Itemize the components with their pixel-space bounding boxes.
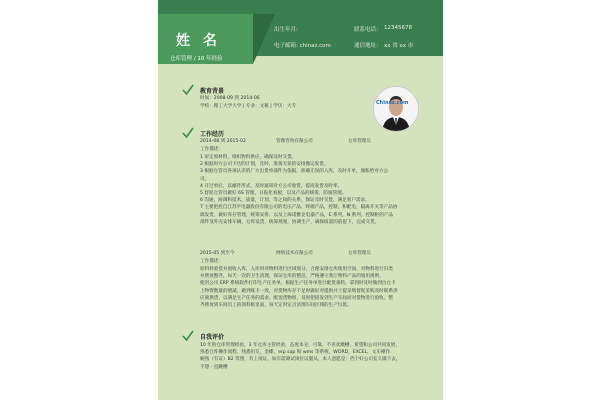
job2-line: 并摆放整齐，每天一次的卫生清理，保证仓库的整洁，严格遵守我厅物料产品的领用规则。 (200, 274, 384, 280)
education-time: 时间：2008-09 到 2014-06 (200, 96, 260, 101)
job2-desc-label: 工作描述： (200, 259, 223, 264)
job2-company: 网络技术有限公司 (276, 251, 313, 256)
self-eval-line: 不想一直跳槽 (200, 364, 228, 370)
education-school: 学校：理工大学大学 | 专业：文秘 | 学历：大专 (200, 104, 297, 109)
resume-page (158, 0, 443, 400)
ribbon-fold (253, 14, 275, 64)
phone-value: 12345678 (384, 25, 412, 31)
job2-description (200, 266, 418, 309)
job1-period: 2014-08 到 2015-02 (200, 139, 246, 144)
education-title: 教育背景 (200, 88, 225, 95)
job1-line: 调发货，做好库存管理，统筹安排，以及上海诺雅克电器产品，E 系列，N 系列，控制柜的产品 (200, 212, 394, 218)
job2-role: 仓库管理员 (348, 251, 371, 256)
email-label: 电子邮箱: chinaz.com (274, 43, 331, 49)
job1-line: 5 督促仓管员做好 6S 管理，日报化看板，以及产品的统筹，防腐管理。 (200, 191, 347, 197)
phone-label: 联系电话： (354, 27, 382, 33)
self-eval-line: 10 年的仓库管理经验，3 年仓库主管经验，态度本分，可靠，不喜欢跳槽，希望和公司共同发展， (200, 343, 401, 348)
job1-description (200, 154, 418, 226)
job1-line: 2 根据时方公司下达的计划，及时、准备无误的安排搬运发货。 (200, 162, 329, 168)
job1-line: 3 根据仓管员各项认识的厂方出货单部件为依据，准确无误的入库，及时开单，做账给对方公 (200, 169, 389, 175)
job2-line: 使用公司 ERP 系统软件打印生产任务单，根据生产任务单进行配货备料，拿到时及时做到出仓卡 (200, 281, 396, 287)
self-eval-line: 娴熟（有证）B2 驾照，有上岗证，如有需调试岗位以服从，本人意愿是：挡个好公司长久做下去， (200, 357, 401, 363)
self-eval-line: 熟悉仓库操作流程，熟悉用友，金蝶，erp sap 和 wms 等系统，WORD，EXCEL，文车操作 (200, 350, 391, 356)
job2-line: 上物资数量的增减，做到账卡一致，对货物库存不足时做好对提供并上提采购督促采购及时联系供 (200, 288, 398, 294)
job1-line: 6 沟通、协调和技术，质量，计划，等之间的关系，保证及时交货，满足客户需求。 (200, 198, 370, 204)
job2-line: 应商供货，以满足生产任务的需求，配送货物组，及时把损发到生产车间而对货物进行验收，整 (200, 295, 393, 301)
candidate-name: 姓 名 (176, 33, 221, 49)
address-value: xx 省 xx 市 (384, 43, 414, 49)
job2-line: 原料样验货并验收入库，入库时对物料进行区域划分，合理安排仓库使用空间，对物料进行归类 (200, 267, 393, 272)
job1-line: 7 主要把控自江苏平电器股份有限公司的电压产品、终端产品，控制，和配电，隔离开关等产品协 (200, 205, 398, 211)
work-title: 工作经历 (200, 131, 225, 138)
self-eval-text (200, 342, 418, 371)
job2-line: 齐摆放到车间员工的领料框里面，每天定时定点清理车间区域的生产垃圾。 (200, 303, 352, 309)
job1-line: 1 审定原材料，组织物料供应，确保及时交货。 (200, 155, 297, 160)
job-subtitle: 仓库管理 / 10 年经验 (170, 56, 223, 62)
checkmark-icon (182, 84, 194, 96)
job1-desc-label: 工作描述： (200, 147, 223, 152)
job1-role: 仓库管理员 (348, 139, 371, 144)
photo-watermark: Chinaz.com (376, 100, 409, 106)
self-eval-title: 自我评价 (200, 334, 225, 341)
job1-line: 司。 (200, 176, 210, 182)
portrait-icon (374, 87, 418, 131)
job1-line: 4 开过单后，以邮件形式，及时通知对方公司收货，提高发货及时率。 (200, 183, 343, 189)
profile-photo (373, 86, 419, 132)
job1-line: 部件及外壳安排车辆，仓库发货，统筹规划，协调生产，确保质量的前提下，完成交货。 (200, 219, 380, 225)
checkmark-icon (182, 127, 194, 139)
job2-period: 2015-05 到至今 (200, 251, 235, 256)
birth-label: 出生年月: (274, 27, 298, 33)
checkmark-icon (182, 330, 194, 342)
job1-company: 管理咨询有限公司 (276, 139, 313, 144)
address-label: 通信地址： (354, 43, 382, 49)
